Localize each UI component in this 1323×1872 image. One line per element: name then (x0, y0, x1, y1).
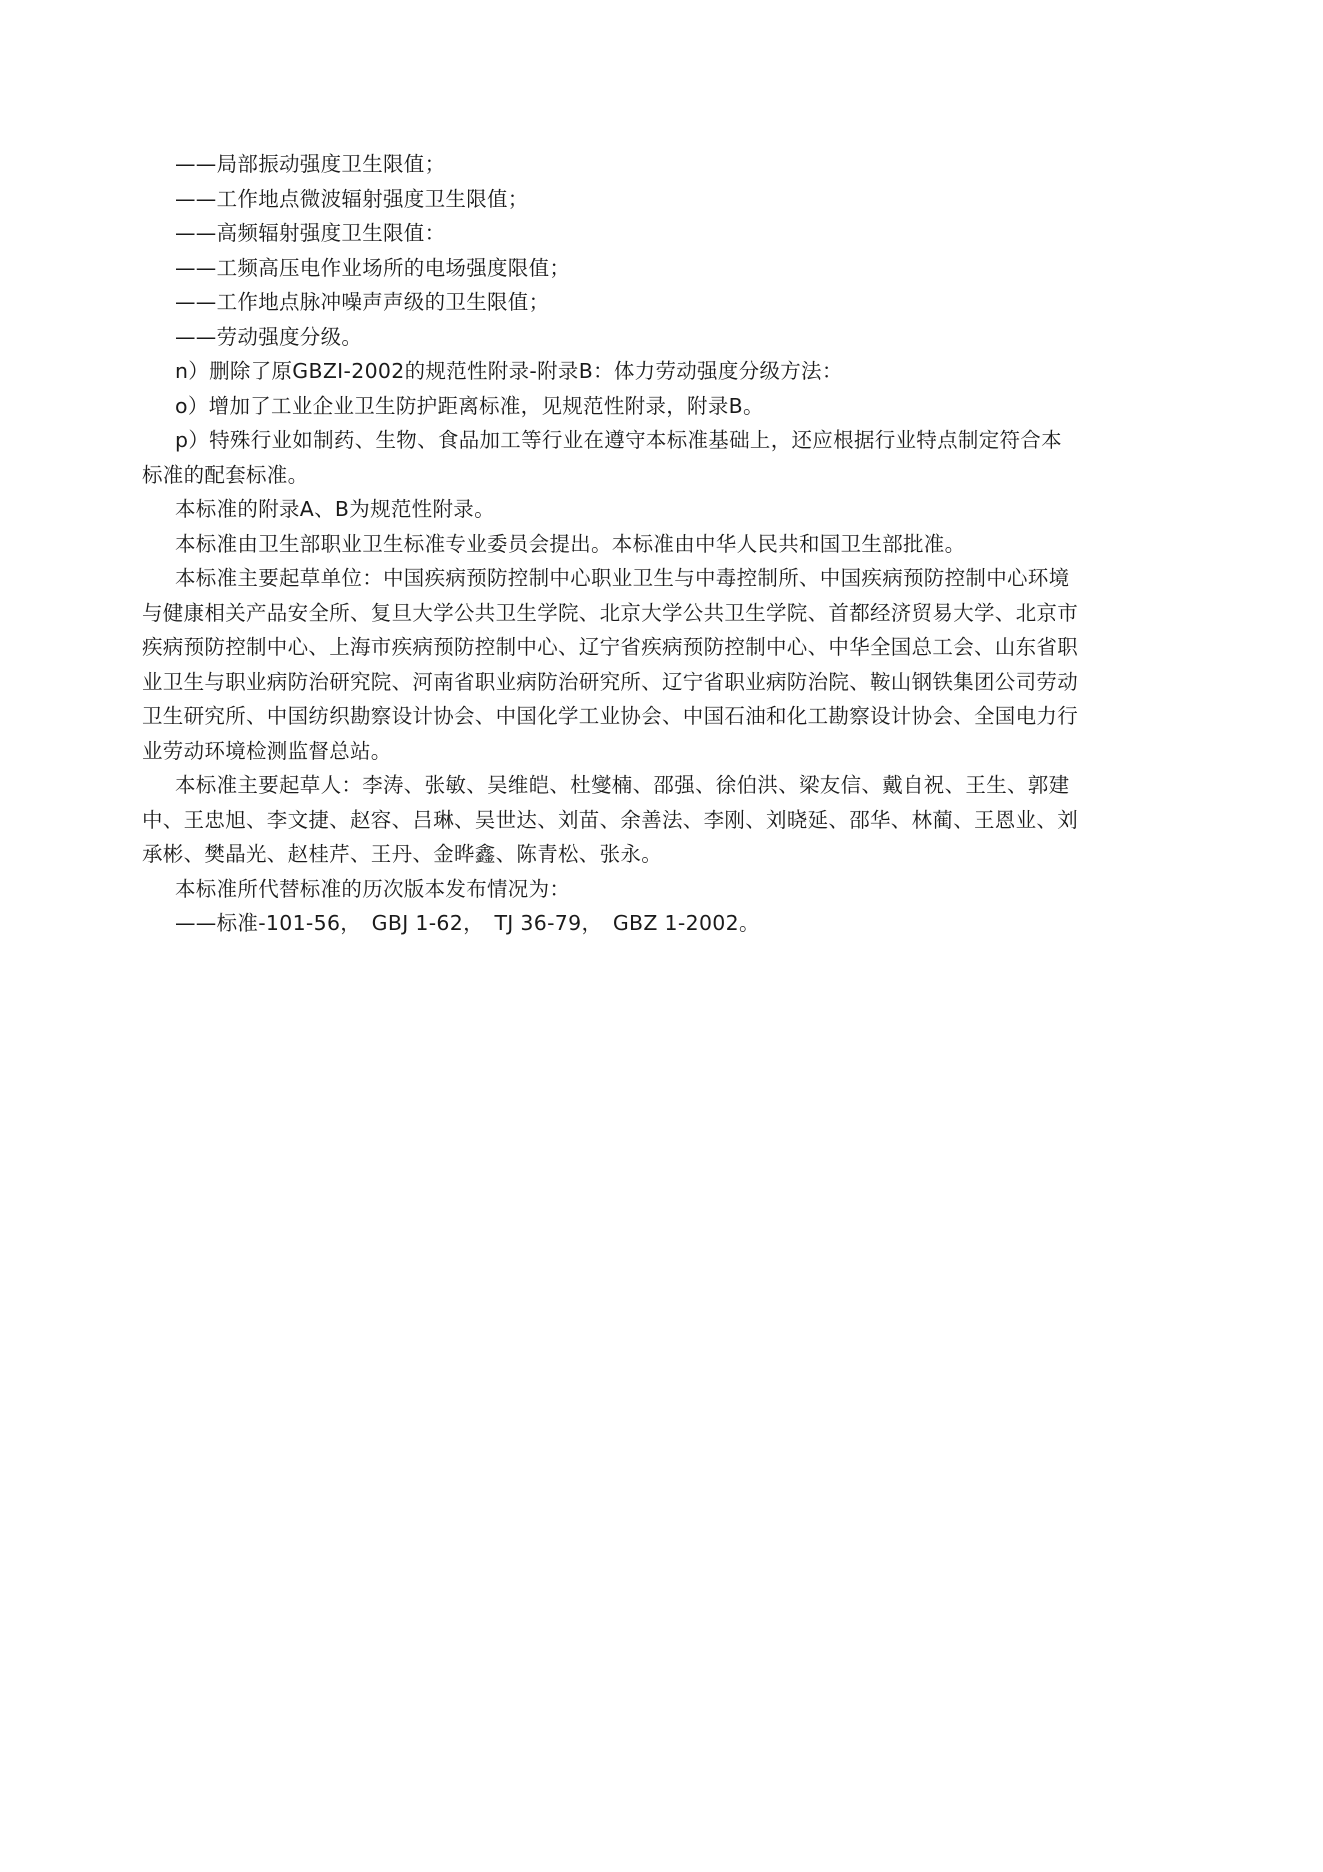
document-body (142, 147, 1195, 941)
history-intro: 本标准所代替标准的历次版本发布情况为： (175, 876, 571, 901)
dash-item-3: ——高频辐射强度卫生限值： (175, 221, 446, 245)
proposer-note: 本标准由卫生部职业卫生标准专业委员会提出。本标准由中华人民共和国卫生部批准。 (175, 531, 966, 556)
item-p-line-2: 标准的配套标准。 (142, 462, 309, 487)
drafters-line-1: 本标准主要起草人：李涛、张敏、吴维皑、杜燮楠、邵强、徐伯洪、梁友信、戴自祝、王生、郭建 (175, 773, 1070, 797)
item-p-line-1: p）特殊行业如制药、生物、食品加工等行业在遵守本标准基础上，还应根据行业特点制定符合本 (175, 428, 1062, 452)
history-list: ——标准-101-56， GBJ 1-62， TJ 36-79， GBZ 1-2002。 (175, 911, 760, 935)
appendix-note: 本标准的附录A、B为规范性附录。 (175, 497, 495, 521)
item-n: n）删除了原GBZI-2002的规范性附录-附录B：体力劳动强度分级方法： (175, 359, 843, 383)
drafting-units-line-5: 卫生研究所、中国纺织勘察设计协会、中国化学工业协会、中国石油和化工勘察设计协会、全国电力行 (142, 704, 1078, 728)
dash-item-6: ——劳动强度分级。 (175, 324, 363, 349)
dash-item-1: ——局部振动强度卫生限值； (175, 152, 446, 176)
drafters-line-3: 承彬、樊晶光、赵桂芹、王丹、金晔鑫、陈青松、张永。 (142, 842, 662, 866)
dash-item-4: ——工频高压电作业场所的电场强度限值； (175, 255, 571, 280)
drafting-units-line-2: 与健康相关产品安全所、复旦大学公共卫生学院、北京大学公共卫生学院、首都经济贸易大学、北京市 (142, 600, 1078, 625)
dash-item-2: ——工作地点微波辐射强度卫生限值； (175, 186, 529, 211)
drafters-line-2: 中、王忠旭、李文捷、赵容、吕琳、吴世达、刘苗、余善法、李刚、刘晓延、邵华、林蔺、王恩业、刘 (142, 807, 1078, 832)
drafting-units-line-6: 业劳动环境检测监督总站。 (142, 738, 392, 763)
drafting-units-line-3: 疾病预防控制中心、上海市疾病预防控制中心、辽宁省疾病预防控制中心、中华全国总工会、山东省职 (142, 635, 1078, 659)
drafting-units-line-4: 业卫生与职业病防治研究院、河南省职业病防治研究所、辽宁省职业病防治院、鞍山钢铁集团公司劳动 (142, 669, 1078, 694)
item-o: o）增加了工业企业卫生防护距离标准，见规范性附录，附录B。 (175, 393, 764, 418)
drafting-units-line-1: 本标准主要起草单位：中国疾病预防控制中心职业卫生与中毒控制所、中国疾病预防控制中心环境 (175, 566, 1070, 590)
dash-item-5: ——工作地点脉冲噪声声级的卫生限值； (175, 290, 550, 314)
